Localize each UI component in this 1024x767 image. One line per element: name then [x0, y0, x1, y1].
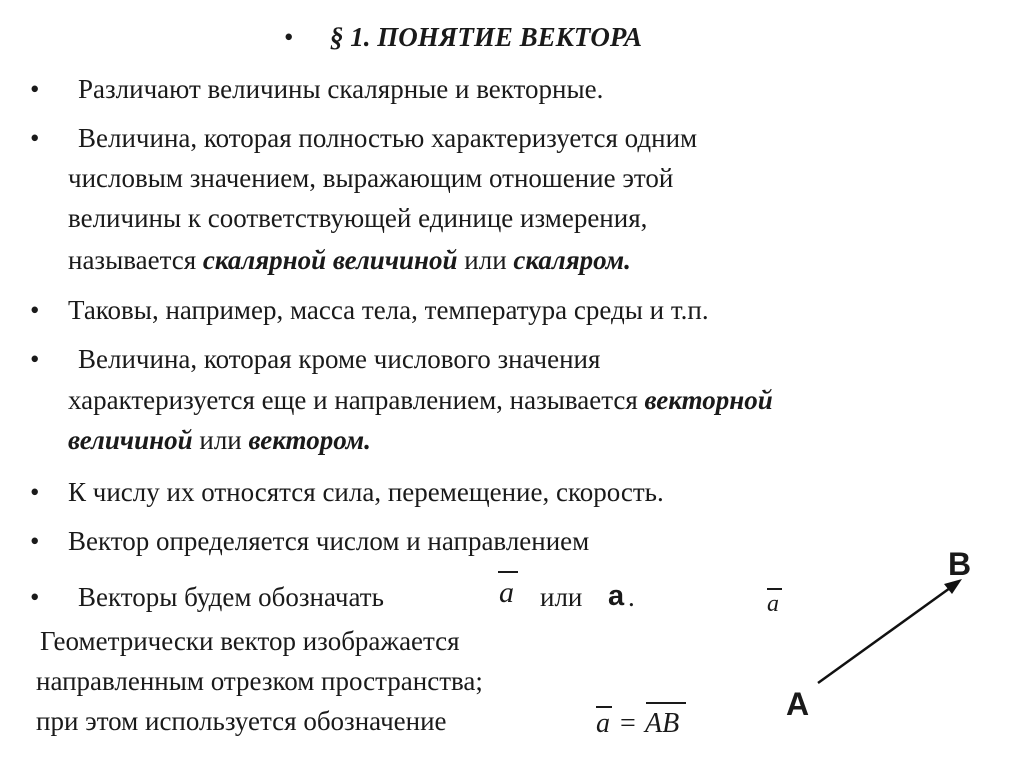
bullet-3-text: Таковы, например, масса тела, температура среды и т.п.	[68, 295, 709, 325]
bullet-7-text: Векторы будем обозначать	[78, 582, 384, 612]
vector-term: векторной	[644, 385, 773, 415]
vector-arrow-line	[818, 588, 950, 683]
bullet-5-marker: •	[30, 477, 40, 507]
geo-line-1: Геометрически вектор изображается	[40, 626, 460, 656]
geo-line-3: при этом используется обозначение	[36, 706, 447, 736]
bullet-6-marker: •	[30, 526, 40, 556]
bullet-1-marker: •	[30, 74, 40, 104]
bullet-2-line-1: Величина, которая полностью характеризуется одним	[78, 123, 698, 153]
point-b-label: B	[948, 546, 972, 582]
scalar-term-short: скаляром.	[513, 245, 631, 275]
title-bullet: •	[284, 22, 294, 52]
vector-term-short: вектором.	[248, 425, 371, 455]
bullet-1-text: Различают величины скалярные и векторные.	[78, 74, 604, 104]
bullet-2-marker: •	[30, 123, 40, 153]
figure-vec-overbar	[767, 588, 782, 590]
bullet-7-or: или	[540, 582, 583, 612]
geo-line-2: направленным отрезком пространства;	[36, 666, 483, 696]
vector-a-bold-symbol: a	[608, 580, 625, 612]
bullet-2-line-2: числовым значением, выражающим отношение этой	[68, 163, 674, 193]
bullet-2-line-3: величины к соответствующей единице измерения,	[68, 203, 648, 233]
bullet-4-line-2-prefix: характеризуется еще и направлением, называется	[68, 385, 645, 415]
bullet-4-line-1: Величина, которая кроме числового значения	[78, 344, 601, 374]
point-a-label: A	[786, 686, 810, 722]
bullet-4-marker: •	[30, 344, 40, 374]
eq-a-symbol: a	[596, 708, 610, 739]
page-title: § 1. ПОНЯТИЕ ВЕКТОРА	[330, 22, 643, 52]
eq-ab-symbol: AB	[645, 708, 680, 739]
eq-sign: =	[620, 708, 636, 739]
bullet-5-text: К числу их относятся сила, перемещение, скорость.	[68, 477, 664, 507]
bullet-7-dot: .	[628, 582, 635, 612]
scalar-term: скалярной величиной	[202, 245, 458, 275]
bullet-7-marker: •	[30, 582, 40, 612]
bullet-4-line-3-or: или	[192, 425, 249, 455]
bullet-2-line-4-prefix: называется	[68, 245, 203, 275]
bullet-2-line-4-or: или	[457, 245, 514, 275]
vector-term-2: величиной	[68, 425, 193, 455]
figure-vec-label: a	[767, 591, 779, 617]
bullet-6-text: Вектор определяется числом и направлением	[68, 526, 590, 556]
vector-a-symbol: a	[499, 576, 514, 609]
bullet-3-marker: •	[30, 295, 40, 325]
